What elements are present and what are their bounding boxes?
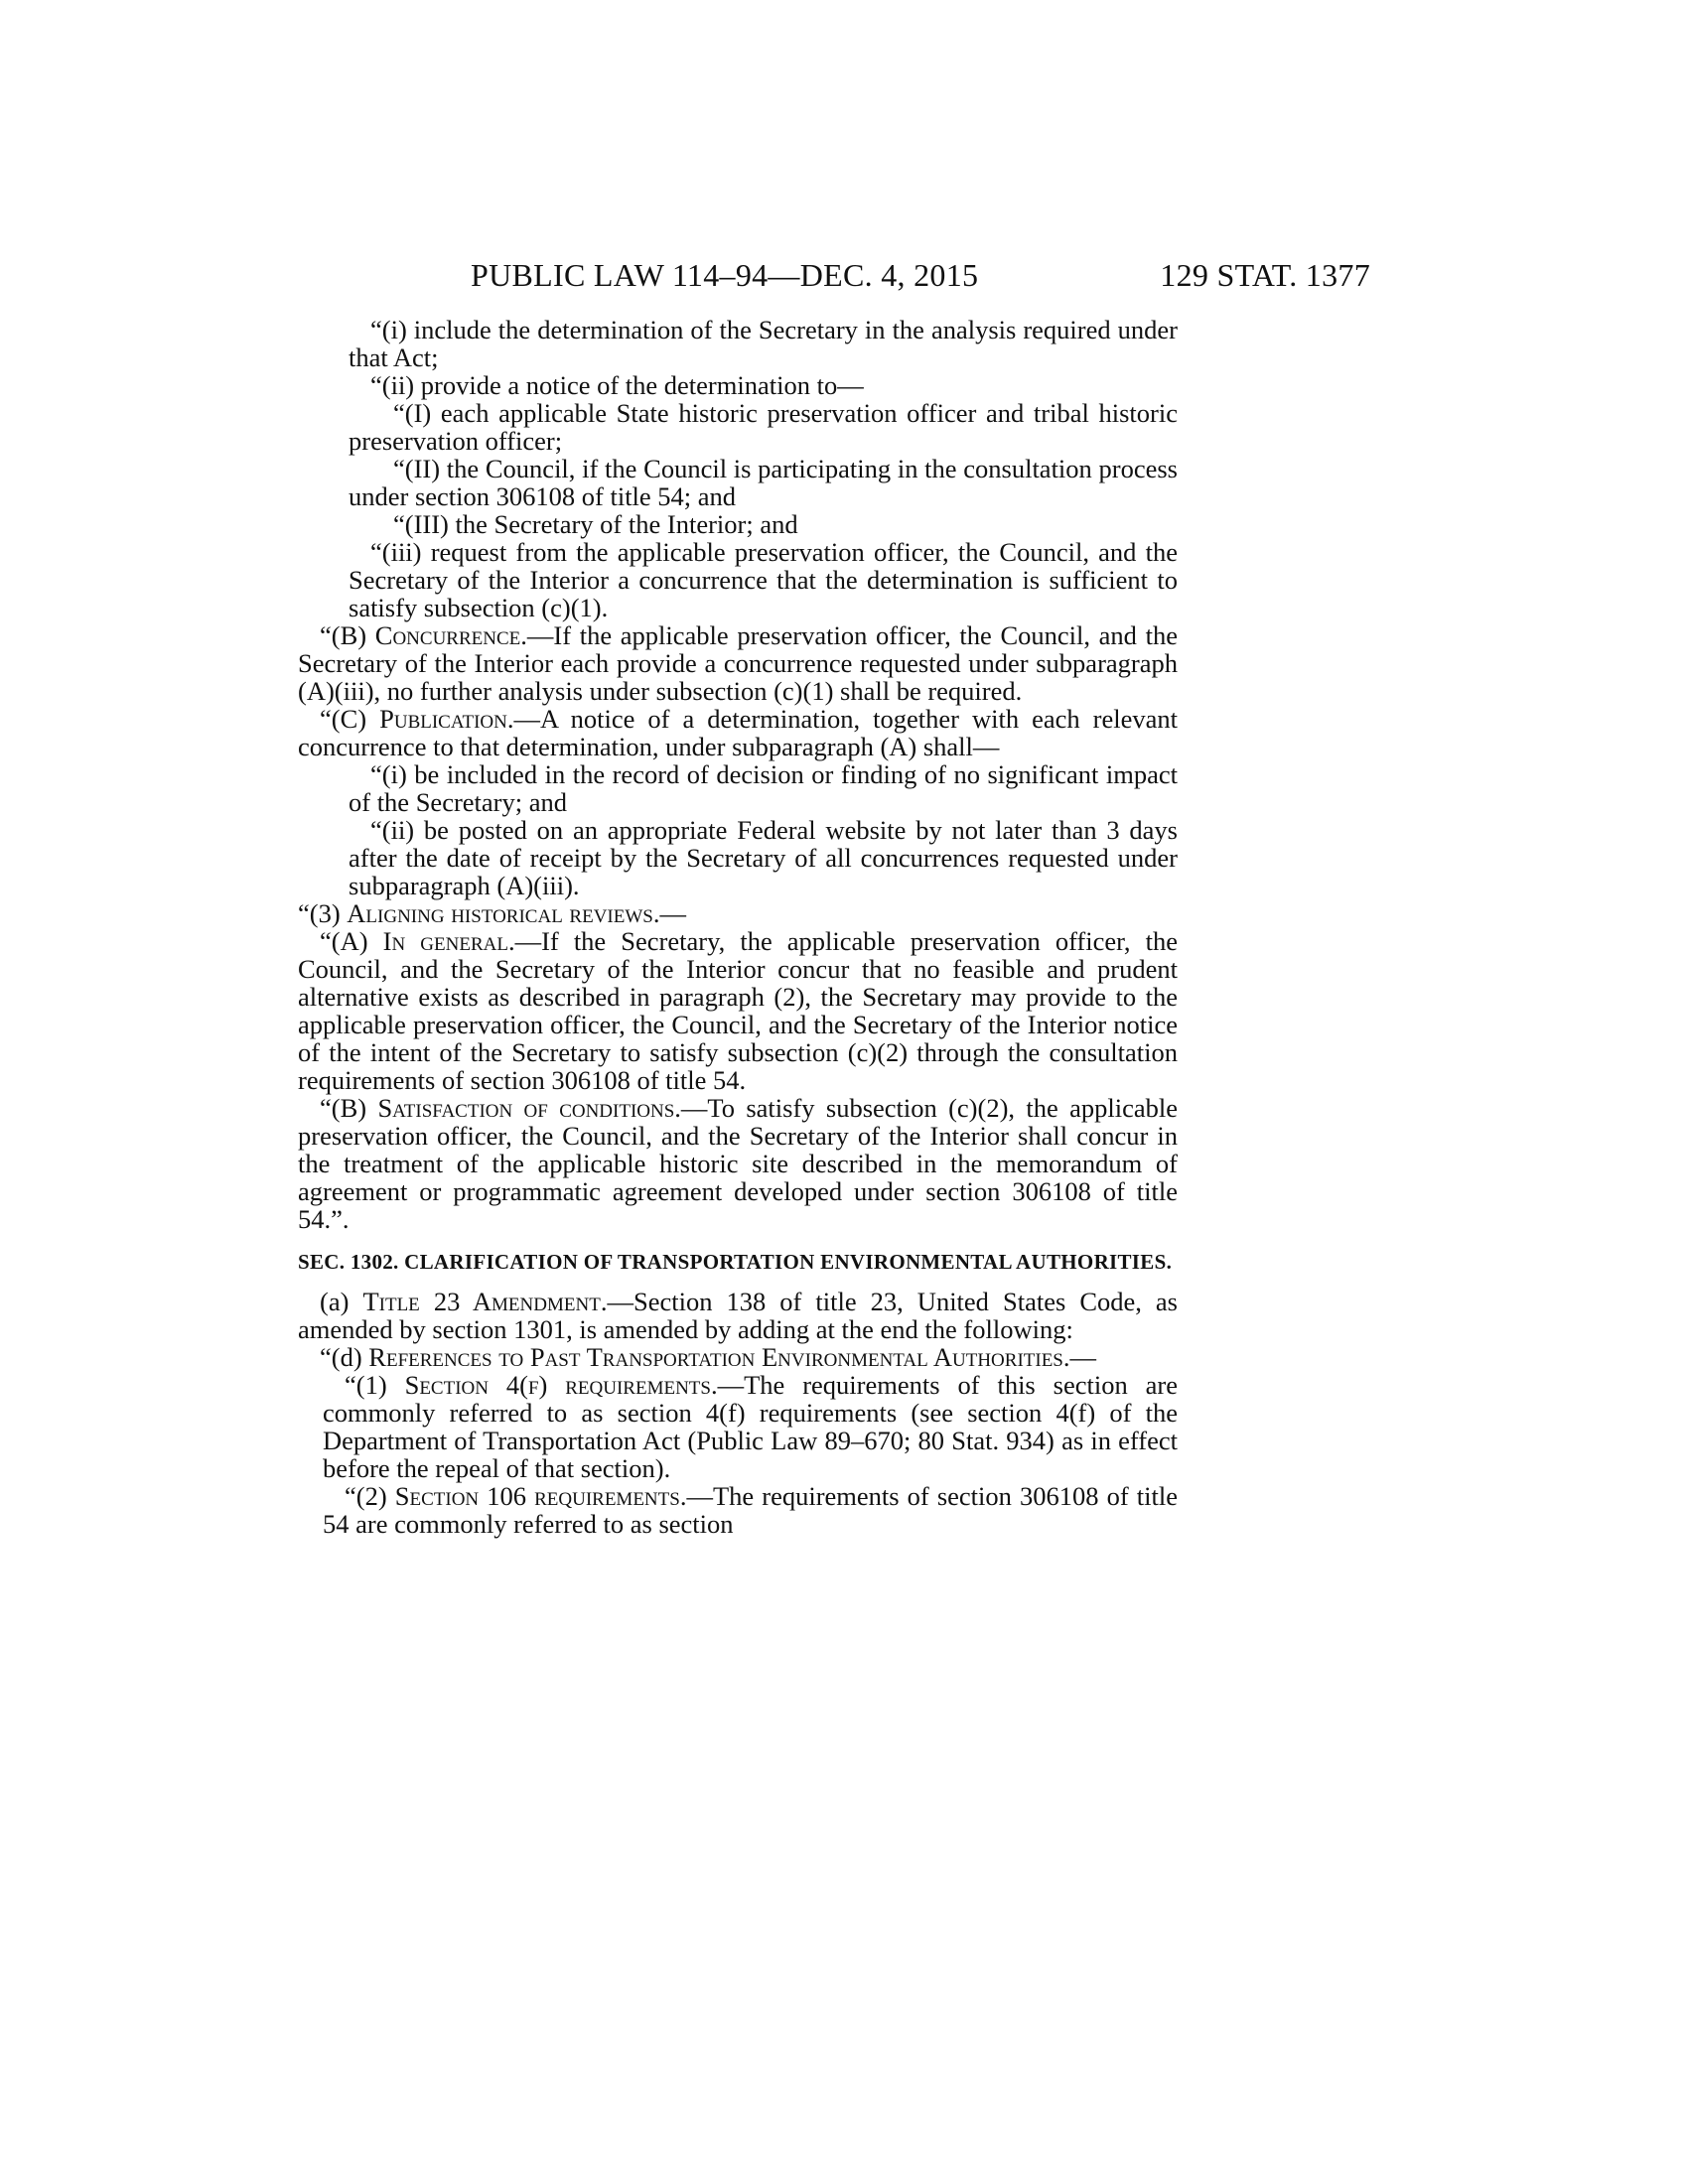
subclause-I: “(I) each applicable State historic preservation officer and tribal historic preservation officer; [349, 398, 1178, 456]
statute-text [298, 316, 1178, 1538]
paragraph-2-section-106: “(2) Section 106 requirements.—The requirements of section 306108 of title 54 are commonly referred to as section [323, 1481, 1178, 1539]
section-heading: SEC. 1302. CLARIFICATION OF TRANSPORTATION ENVIRONMENTAL AUTHORITIES. [298, 1250, 1173, 1274]
paragraph-3B-satisfaction: “(B) Satisfaction of conditions.—To satisfy subsection (c)(2), the applicable preservation officer, the Council, and the Secretary of the Interior shall concur in the treatment of the applicable historic site described in the memorandum of agreement or programmatic agreement developed under section 306108 of title 54.”. [298, 1093, 1178, 1234]
subclause-III: “(III) the Secretary of the Interior; and [393, 509, 798, 539]
subclause-II: “(II) the Council, if the Council is participating in the consultation process under section 306108 of title 54; and [349, 454, 1178, 511]
subparagraph-C-publication: “(C) Publication.—A notice of a determination, together with each relevant concurrence to that determination, under subparagraph (A) shall— [298, 704, 1178, 761]
paragraph-3-heading: “(3) Aligning historical reviews.— [298, 898, 686, 928]
clause-iii-request: “(iii) request from the applicable preservation officer, the Council, and the Secretary of the Interior a concurrence that the determination is sufficient to satisfy subsection (c)(1). [349, 537, 1178, 622]
publication-clause-ii: “(ii) be posted on an appropriate Federal website by not later than 3 days after the date of receipt by the Secretary of all concurrences requested under subparagraph (A)(iii). [349, 815, 1178, 900]
subsection-a-amendment: (a) Title 23 Amendment.—Section 138 of title 23, United States Code, as amended by section 1301, is amended by adding at the end the following: [298, 1287, 1178, 1344]
subparagraph-B-concurrence: “(B) Concurrence.—If the applicable preservation officer, the Council, and the Secretary of the Interior each provide a concurrence requested under subparagraph (A)(iii), no further analysis under subsection (c)(1) shall be required. [298, 620, 1178, 706]
running-head-title: PUBLIC LAW 114–94—DEC. 4, 2015 [471, 257, 979, 293]
clause-ii-notice: “(ii) provide a notice of the determination to— [370, 370, 864, 400]
paragraph-1-section-4f: “(1) Section 4(f) requirements.—The requirements of this section are commonly referred to as section 4(f) requirements (see section 4(f) of the Department of Transportation Act (Public Law 89–670; 80 Stat. 934) as in effect before the repeal of that section). [323, 1370, 1178, 1483]
publication-clause-i: “(i) be included in the record of decision or finding of no significant impact of the Secretary; and [349, 759, 1178, 817]
paragraph-3A-in-general: “(A) In general.—If the Secretary, the applicable preservation officer, the Council, and the Secretary of the Interior concur that no feasible and prudent alternative exists as described in paragraph (2), the Secretary may provide to the applicable preservation officer, the Council, and the Secretary of the Interior notice of the intent of the Secretary to satisfy subsection (c)(2) through the consultation requirements of section 306108 of title 54. [298, 926, 1179, 1095]
page-header [471, 250, 1370, 300]
statute-page-number: 129 STAT. 1377 [1160, 257, 1370, 293]
clause-i-include: “(i) include the determination of the Secretary in the analysis required under that Act; [349, 315, 1178, 372]
subsection-d-references: “(d) References to Past Transportation Environmental Authorities.— [320, 1342, 1097, 1372]
